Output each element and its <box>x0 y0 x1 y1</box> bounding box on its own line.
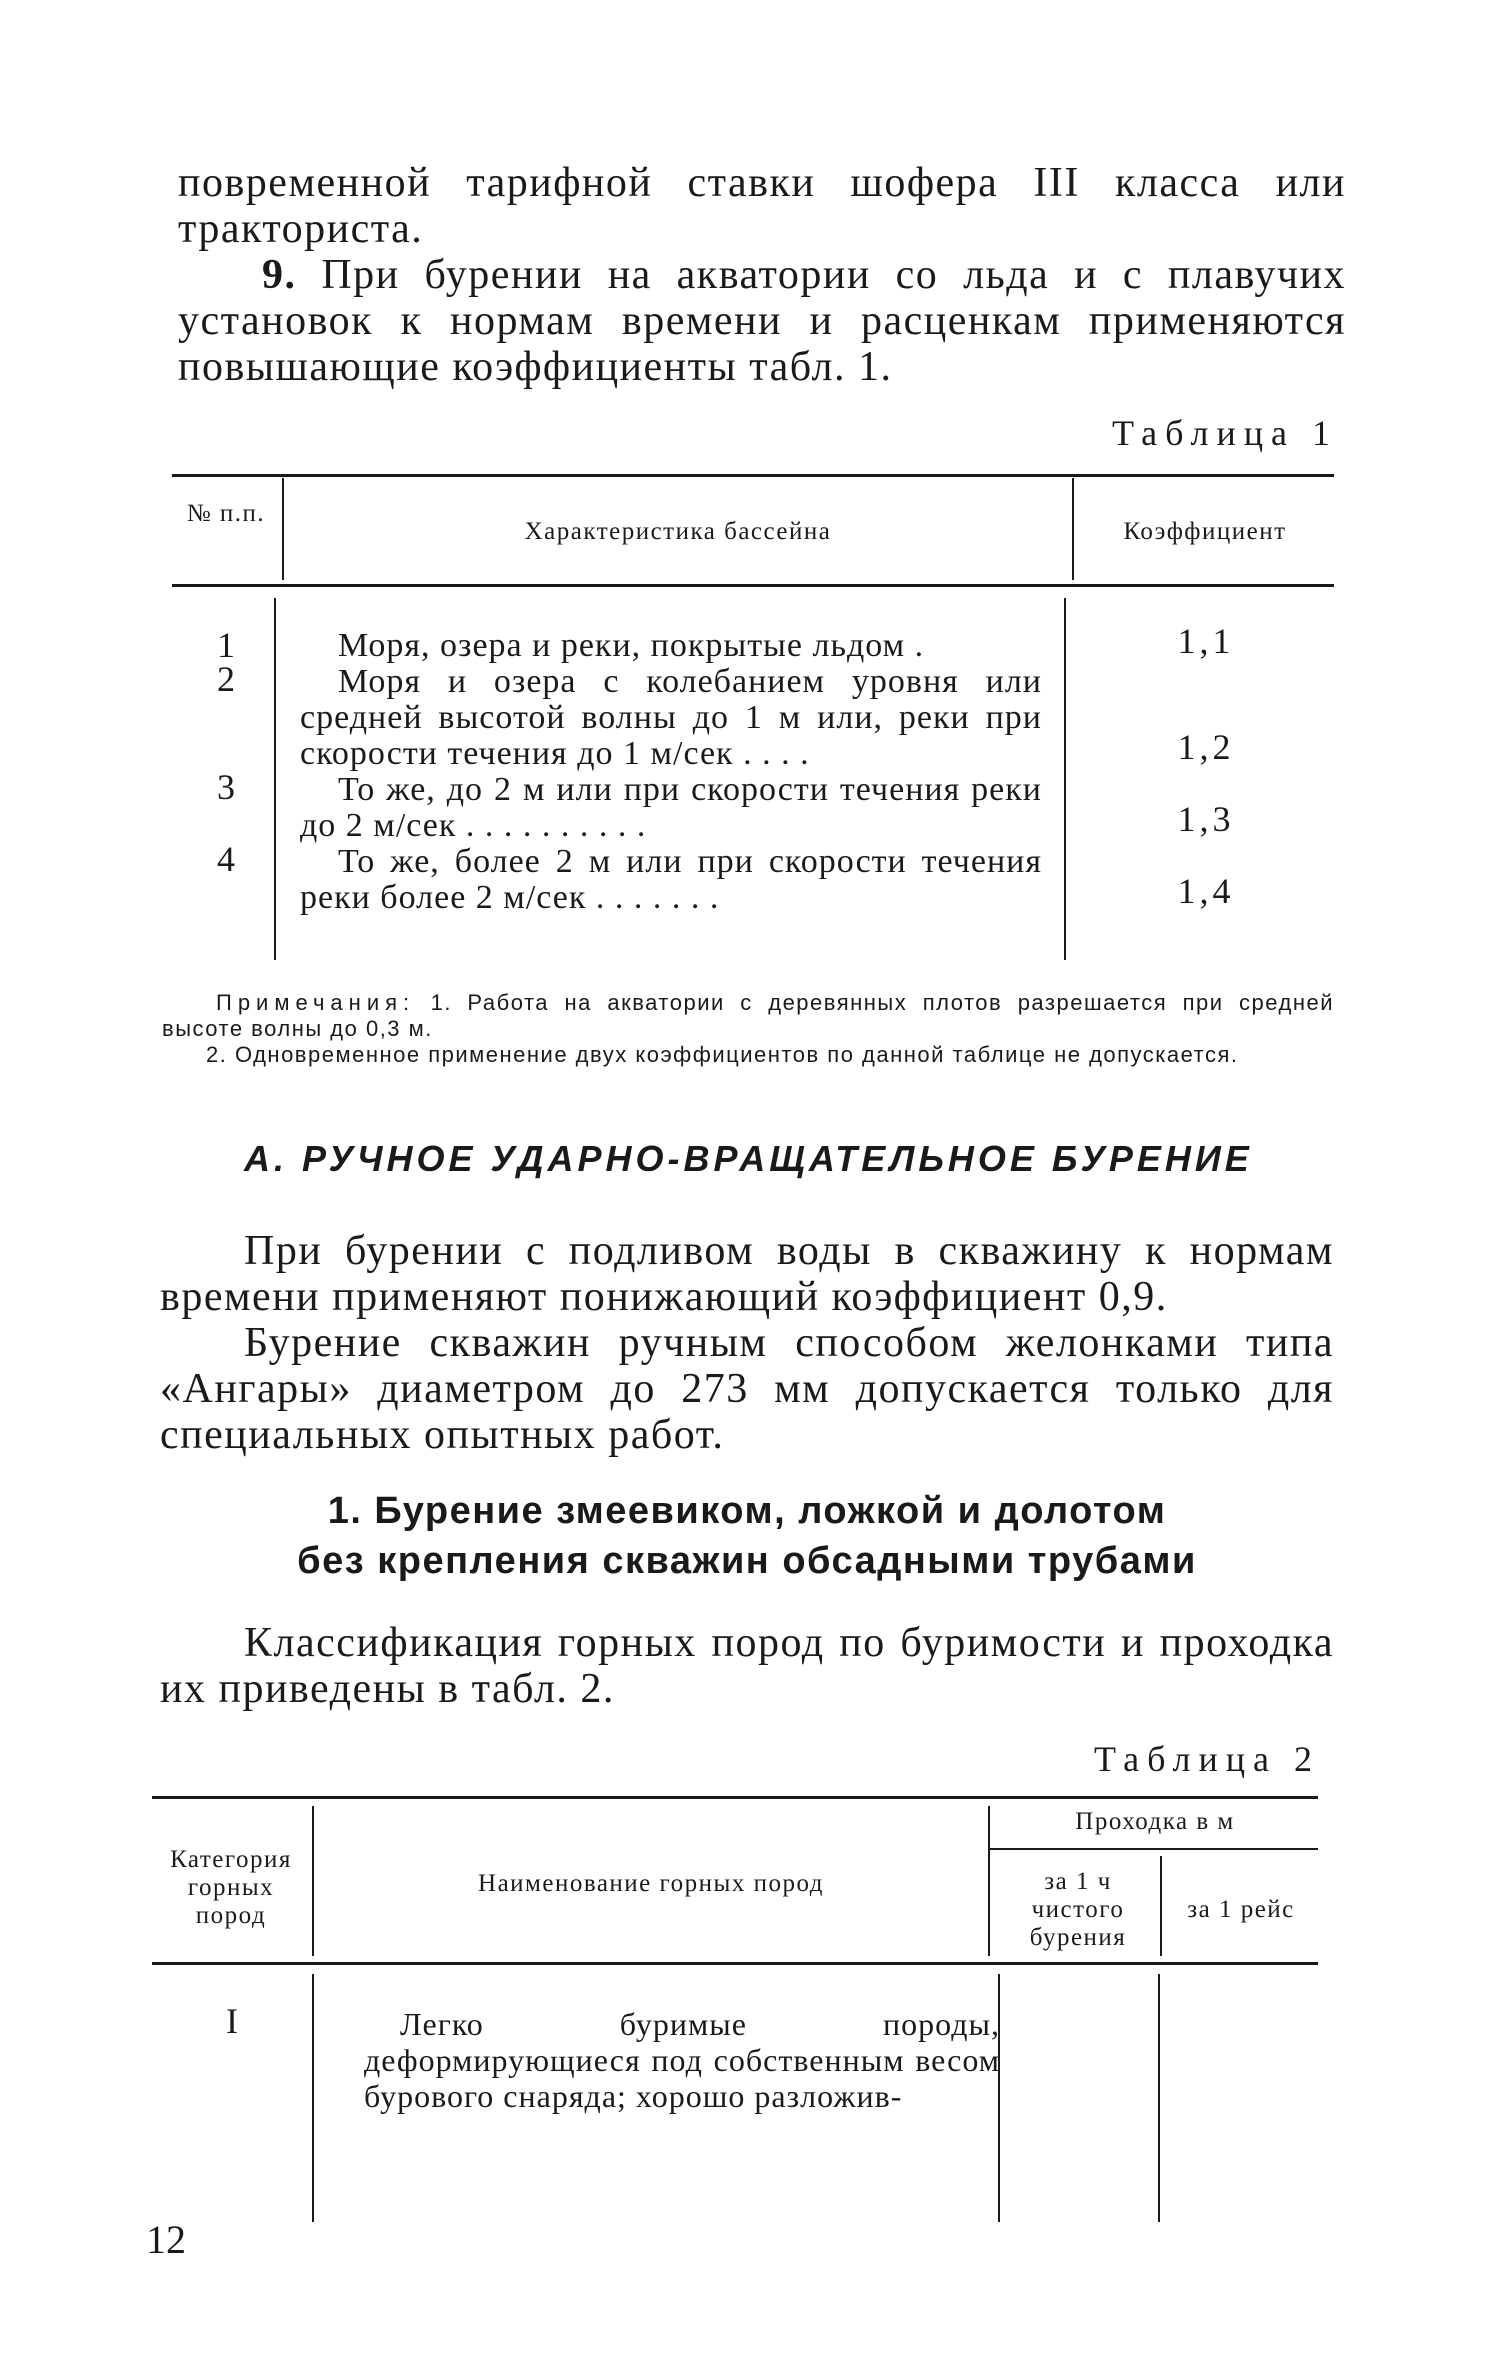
table2-row-category: I <box>226 2001 238 2041</box>
table1-note-2: 2. Одновременное применение двух коэффициентов по данной таблице не допускается. <box>206 1042 1239 1067</box>
table1-row-num: 2 <box>217 659 235 699</box>
table1-row-num: 1 <box>217 625 235 665</box>
table2-caption: Таблица 2 <box>1094 1739 1320 1779</box>
section-1-text <box>160 1620 1334 1712</box>
table2-group-rule <box>988 1848 1318 1850</box>
section-1-title-line: 1. Бурение змеевиком, ложкой и долотом <box>327 1490 1167 1532</box>
table2-header-divider <box>1160 1856 1162 1956</box>
table2-header-rule <box>152 1962 1318 1965</box>
table2-row-name-text: Легко буримые породы, деформирующиеся под собственным весом бурового снаряда; хорошо разложив- <box>364 2006 1000 2114</box>
table1-header-coef: Коэффициент <box>1123 518 1287 545</box>
table1-row-desc: То же, более 2 м или при скорости течения реки более 2 м/сек . . . . . . . <box>300 843 1042 916</box>
section-1-title <box>160 1486 1334 1586</box>
section-a-para: При бурении с подливом воды в скважину к нормам времени применяют понижающий коэффициент 0,9. <box>160 1228 1334 1320</box>
table1-row-num: 3 <box>217 767 235 807</box>
table2-header-per-trip: за 1 рейс <box>1187 1896 1295 1923</box>
notes-label: Примечания: <box>216 990 416 1015</box>
intro-text <box>178 160 1346 390</box>
note-1-text: 1. Работа на акватории с деревянных плотов разрешается при средней высоте волны до 0,3 м. <box>162 990 1334 1041</box>
section-a-title: А. РУЧНОЕ УДАРНО-ВРАЩАТЕЛЬНОЕ БУРЕНИЕ <box>244 1138 1253 1179</box>
table1-row-num: 4 <box>217 839 235 879</box>
table1-note-1 <box>162 990 1334 1042</box>
table1-header-num: № п.п. <box>186 500 266 527</box>
page-number: 12 <box>146 2217 186 2262</box>
table1-header-divider <box>282 478 284 580</box>
table2-header-category: Категория горных пород <box>170 1846 292 1929</box>
section-1-para: Классификация горных пород по буримости и проходка их приведены в табл. 2. <box>160 1620 1334 1712</box>
table2-header-per-hour: за 1 ч чистого бурения <box>1029 1868 1127 1951</box>
table2-header-divider <box>988 1806 990 1956</box>
table1-header-desc: Характеристика бассейна <box>524 518 832 545</box>
table1-body-divider <box>1064 598 1066 960</box>
table1-row-desc: Моря, озера и реки, покрытые льдом . <box>338 627 925 664</box>
table1-row-coef: 1,1 <box>1177 621 1235 661</box>
table1-top-rule <box>172 474 1334 477</box>
table2-top-rule <box>152 1796 1318 1799</box>
table1-caption: Таблица 1 <box>1112 413 1338 453</box>
intro-line: повременной тарифной ставки шофера III класса или тракториста. <box>178 160 1346 252</box>
table1-body-divider <box>274 598 276 960</box>
section-a-para: Бурение скважин ручным способом желонками типа «Ангары» диаметром до 273 мм допускается только для специальных опытных работ. <box>160 1320 1334 1458</box>
table1-row-coef: 1,3 <box>1177 799 1235 839</box>
table2-body-divider <box>312 1974 314 2222</box>
table2-row-name <box>364 2006 1000 2114</box>
table2-header-drilling: Проходка в м <box>1075 1808 1235 1835</box>
section-a-text <box>160 1228 1334 1458</box>
table2-header-name: Наименование горных пород <box>478 1870 824 1897</box>
table2-body-divider <box>1158 1974 1160 2222</box>
table1-row-desc: Моря и озера с колебанием уровня или средней высотой волны до 1 м или, реки при скорости течения до 1 м/сек . . . . <box>300 663 1042 772</box>
table1-notes <box>162 990 1334 1068</box>
table1-row-desc: То же, до 2 м или при скорости течения реки до 2 м/сек . . . . . . . . . . <box>300 771 1042 844</box>
table1-descriptions <box>300 628 1042 916</box>
item-9-number: 9. <box>262 252 297 298</box>
table1-header-divider <box>1072 478 1074 580</box>
item-9-text: При бурении на акватории со льда и с плавучих установок к нормам времени и расценкам применяются повышающие коэффициенты табл. 1. <box>178 252 1346 390</box>
table1-row-coef: 1,4 <box>1177 871 1235 911</box>
table1-row-coef: 1,2 <box>1177 727 1235 767</box>
section-1-title-line: без крепления скважин обсадными трубами <box>297 1540 1197 1582</box>
table2-header-divider <box>312 1806 314 1956</box>
table1-header-rule <box>172 584 1334 587</box>
item-9 <box>178 252 1346 390</box>
